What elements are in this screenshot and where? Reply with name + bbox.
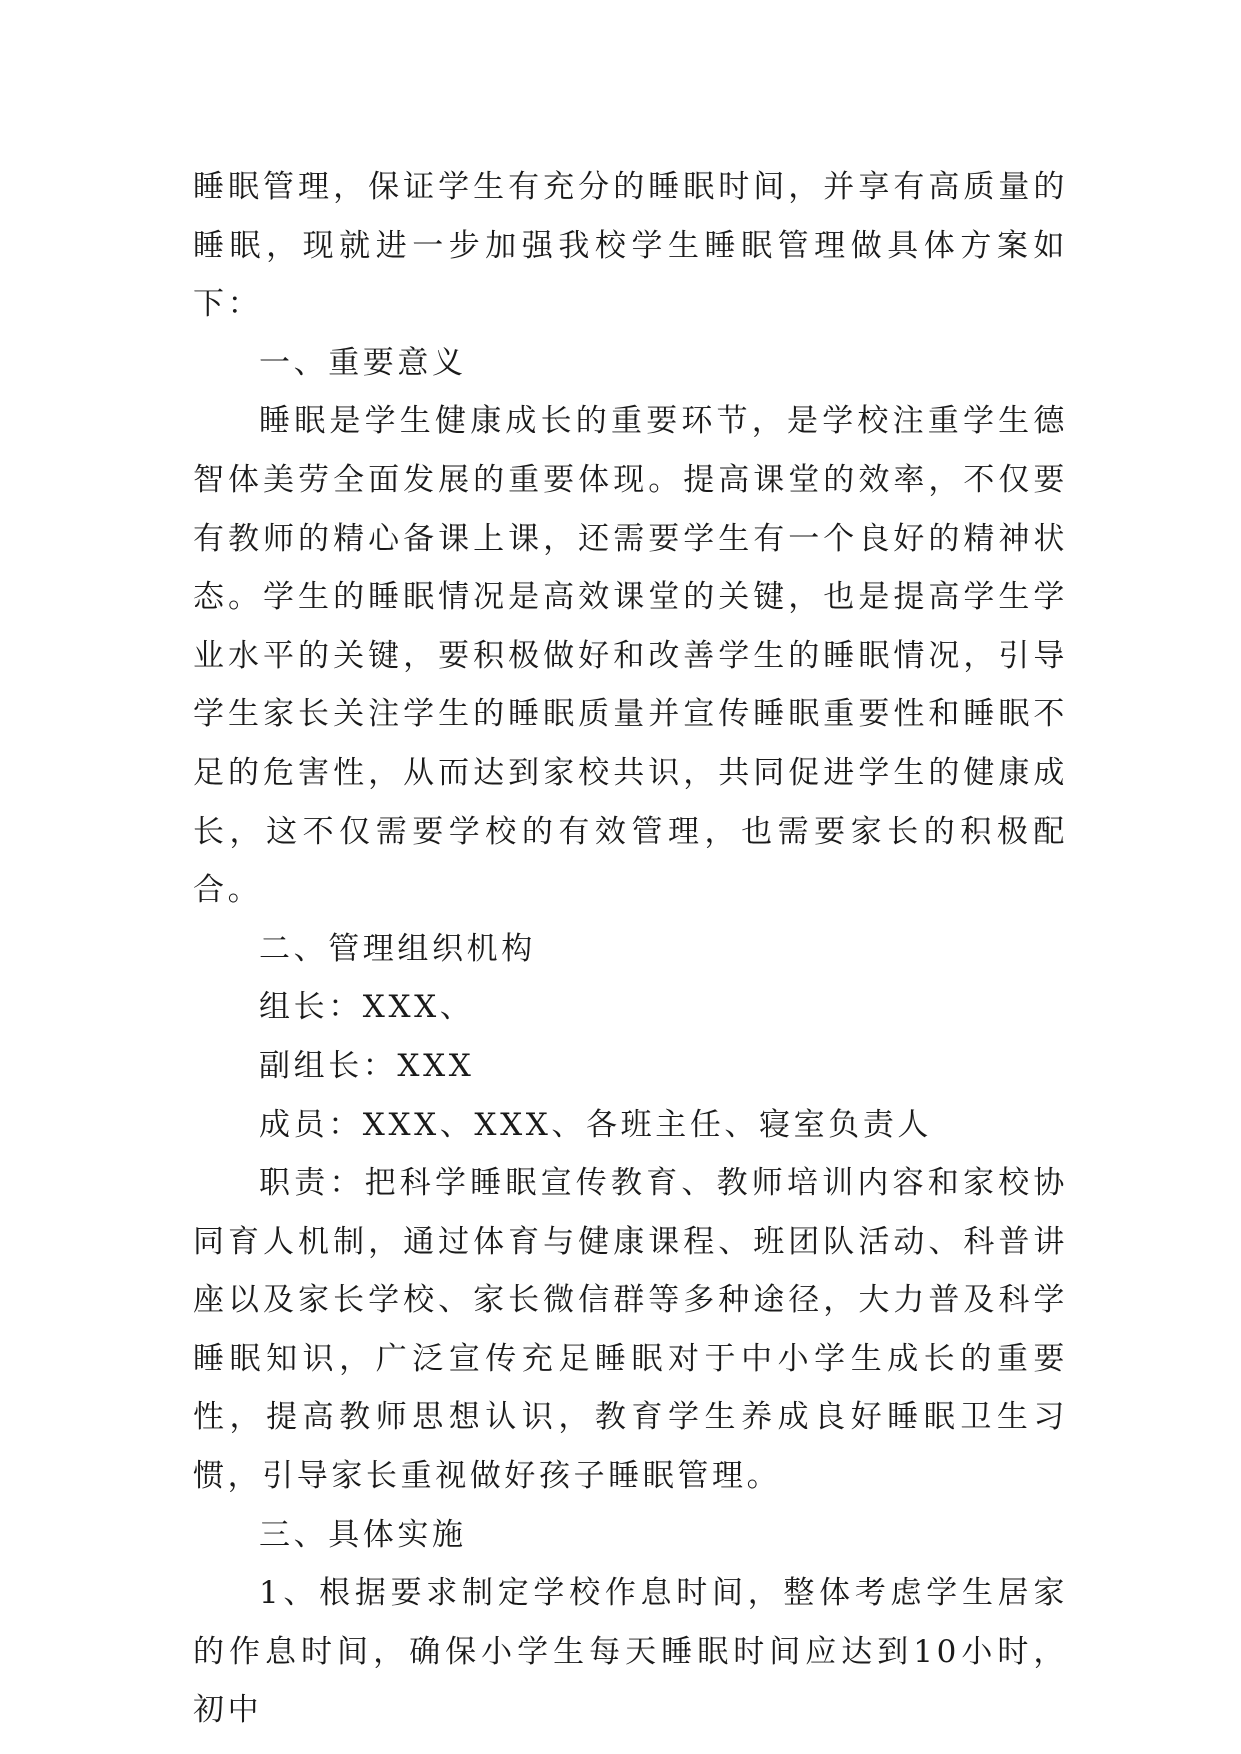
- paragraph-implementation-1: 1、根据要求制定学校作息时间，整体考虑学生居家的作息时间，确保小学生每天睡眠时间应达到10小时，初中: [193, 1575, 1068, 1729]
- line-members: 成员：XXX、XXX、各班主任、寝室负责人: [259, 1106, 933, 1143]
- line-group-leader: 组长：XXX、: [259, 989, 475, 1026]
- document-body: [193, 158, 1068, 1740]
- paragraph-importance: 睡眠是学生健康成长的重要环节，是学校注重学生德智体美劳全面发展的重要体现。提高课堂的效率，不仅要有教师的精心备课上课，还需要学生有一个良好的精神状态。学生的睡眠情况是高效课堂的关键，也是提高学生学业水平的关键，要积极做好和改善学生的睡眠情况，引导学生家长关注学生的睡眠质量并宣传睡眠重要性和睡眠不足的危害性，从而达到家校共识，共同促进学生的健康成长，这不仅需要学校的有效管理，也需要家长的积极配合。: [193, 403, 1068, 909]
- line-deputy-leader: 副组长：XXX: [259, 1047, 475, 1084]
- heading-importance: 一、重要意义: [259, 344, 467, 381]
- heading-organization: 二、管理组织机构: [259, 930, 536, 967]
- paragraph-intro: 睡眠管理，保证学生有充分的睡眠时间，并享有高质量的睡眠，现就进一步加强我校学生睡眠管理做具体方案如下：: [193, 169, 1068, 323]
- paragraph-duties: 职责：把科学睡眠宣传教育、教师培训内容和家校协同育人机制，通过体育与健康课程、班团队活动、科普讲座以及家长学校、家长微信群等多种途径，大力普及科学睡眠知识，广泛宣传充足睡眠对于中小学生成长的重要性，提高教师思想认识，教育学生养成良好睡眠卫生习惯，引导家长重视做好孩子睡眠管理。: [193, 1165, 1068, 1495]
- heading-implementation: 三、具体实施: [259, 1516, 467, 1553]
